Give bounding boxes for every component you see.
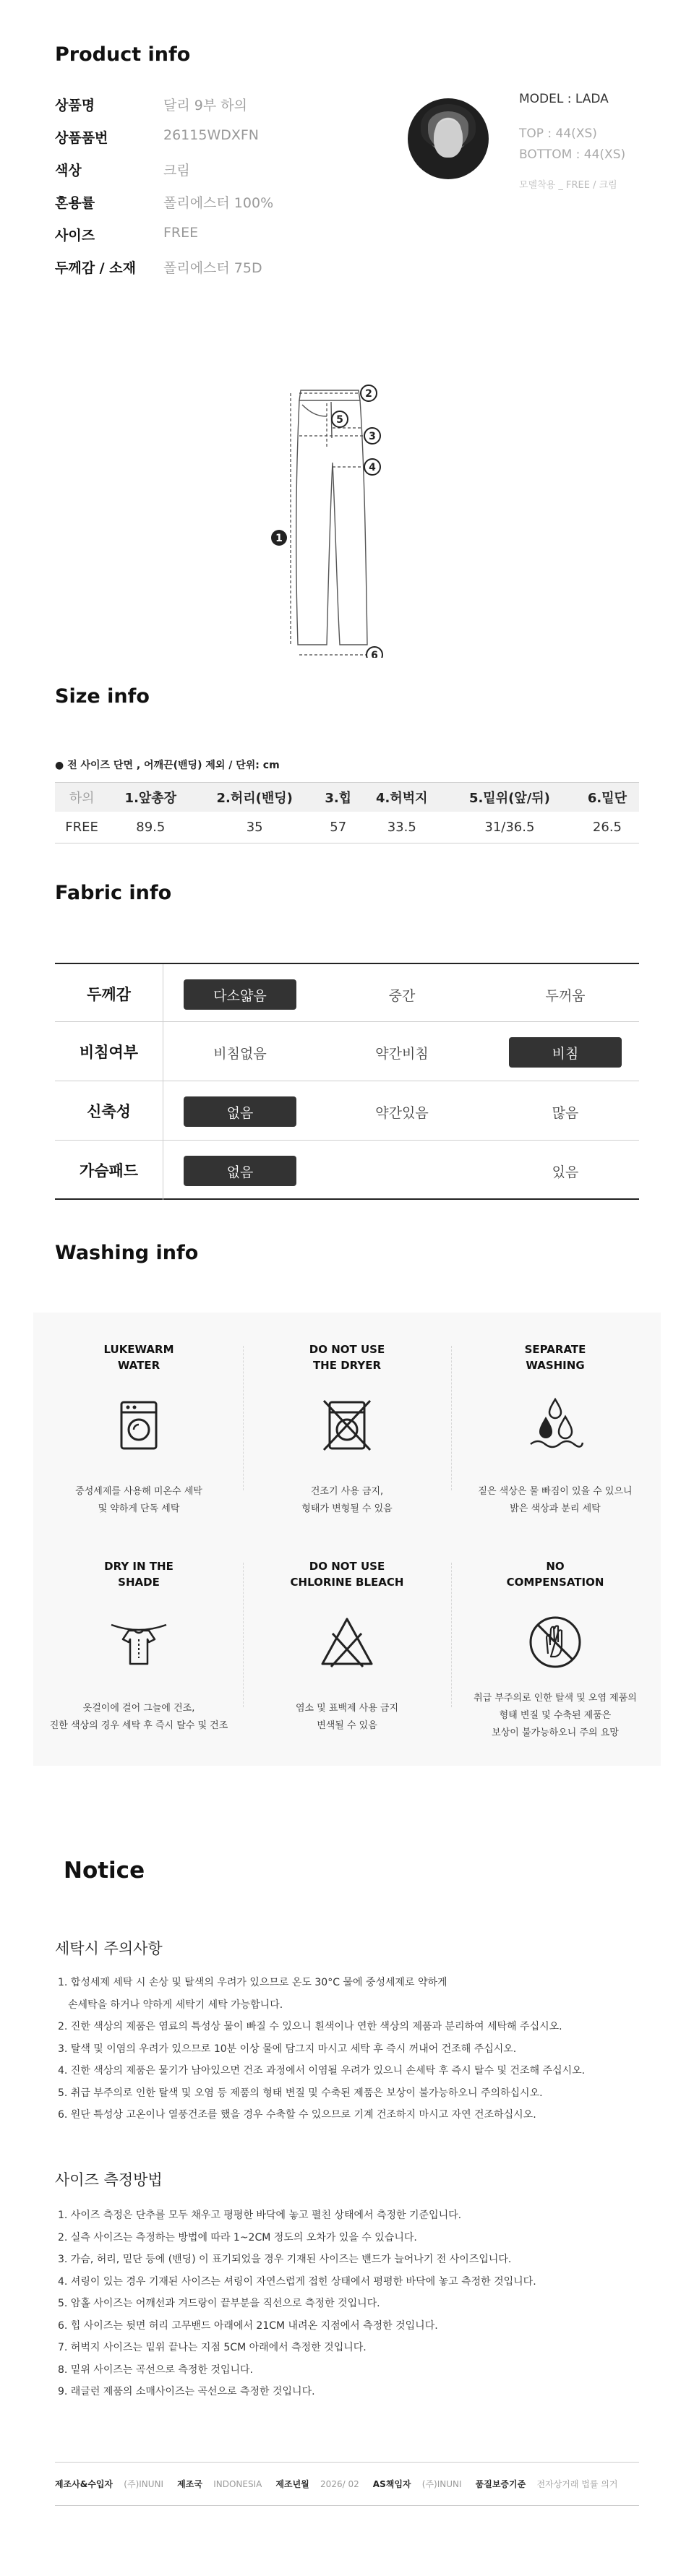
model-wearing-note: 모델착용 _ FREE / 크림 xyxy=(519,180,617,191)
model-top-size: TOP : 44(XS) xyxy=(519,126,597,141)
footer-key: 품질보증기준 xyxy=(475,2479,526,2489)
size-col-header: 하의 xyxy=(55,783,108,812)
fabric-option-selected: 없음 xyxy=(184,1096,296,1127)
wash-desc-line: 형태가 변형될 수 있음 xyxy=(301,1503,393,1514)
list-item: 2. 실측 사이즈는 측정하는 방법에 따라 1~2CM 정도의 오차가 있을 수 있습니다. xyxy=(58,2231,417,2244)
list-item: 5. 취급 부주의로 인한 탈색 및 오염 등 제품의 형태 변질 및 수축된 제품은 보상이 불가능하오니 주의하십시오. xyxy=(58,2087,543,2099)
product-info-value: FREE xyxy=(163,225,199,241)
product-info-value: 폴리에스터 100% xyxy=(163,195,274,211)
footer-value: (주)INUNI xyxy=(421,2479,462,2489)
list-item: 3. 탈색 및 이염의 우려가 있으므로 10분 이상 물에 담그지 마시고 세탁 후 즉시 꺼내어 건조해 주십시오. xyxy=(58,2043,517,2055)
fabric-table xyxy=(55,963,639,1200)
footer-value: 2026/ 02 xyxy=(320,2479,359,2489)
model-avatar xyxy=(408,98,489,179)
fabric-info-title: Fabric info xyxy=(55,882,172,904)
wash-title-line: COMPENSATION xyxy=(506,1576,604,1589)
wash-item-lukewarm xyxy=(45,1341,233,1518)
list-item: 4. 셔링이 있는 경우 기재된 사이즈는 셔링이 자연스럽게 접힌 상태에서 평평한 바닥에 놓고 측정한 것입니다. xyxy=(58,2275,536,2288)
wash-desc-line: 취급 부주의로 인한 탈색 및 오염 제품의 xyxy=(474,1693,637,1704)
footer-value: 전자상거래 법률 의거 xyxy=(536,2479,618,2489)
list-item: 2. 진한 색상의 제품은 염료의 특성상 물이 빠질 수 있으니 흰색이나 연한 색상의 제품과 분리하여 세탁해 주십시오. xyxy=(58,2021,562,2032)
list-item: 8. 밑위 사이즈는 곡선으로 측정한 것입니다. xyxy=(58,2364,253,2376)
wash-desc-line: 중성세제를 사용해 미온수 세탁 xyxy=(75,1486,202,1497)
footer-info xyxy=(55,2478,648,2490)
size-table-header xyxy=(55,783,639,812)
wash-title-line: SEPARATE xyxy=(524,1343,586,1356)
size-col-header: 2.허리(밴딩) xyxy=(192,783,316,812)
wash-desc-line: 및 약하게 단독 세탁 xyxy=(98,1503,180,1514)
fabric-option-selected: 다소얇음 xyxy=(184,979,296,1010)
fabric-option: 있음 xyxy=(552,1164,579,1180)
wash-item-no-compensation xyxy=(461,1558,649,1742)
model-name: MODEL : LADA xyxy=(519,92,609,106)
marker-5 xyxy=(332,411,348,427)
washing-caution-title: 세탁시 주의사항 xyxy=(55,1940,163,1957)
marker-1 xyxy=(271,530,287,546)
size-cell: FREE xyxy=(55,812,108,843)
list-item: 3. 가슴, 허리, 밑단 등에 (밴딩) 이 표기되었을 경우 기재된 사이즈는 밴드가 늘어나기 전 사이즈입니다. xyxy=(58,2254,512,2265)
marker-6 xyxy=(367,647,382,658)
list-item: 7. 허벅지 사이즈는 밑위 끝나는 지점 5CM 아래에서 측정한 것입니다. xyxy=(58,2342,367,2353)
size-method-title: 사이즈 측정방법 xyxy=(55,2171,163,2189)
no-dryer-icon xyxy=(318,1396,376,1454)
size-method-list xyxy=(58,2204,536,2403)
wash-item-no-dryer xyxy=(253,1341,441,1518)
svg-text:1: 1 xyxy=(275,533,283,544)
wash-title-line: WASHING xyxy=(526,1359,585,1372)
svg-text:2: 2 xyxy=(365,388,372,400)
svg-text:6: 6 xyxy=(371,650,378,658)
fabric-option: 비침없음 xyxy=(213,1045,267,1062)
svg-text:4: 4 xyxy=(369,462,376,473)
wash-item-separate xyxy=(461,1341,649,1518)
table-row xyxy=(55,812,639,843)
size-col-header: 3.힙 xyxy=(317,783,360,812)
footer-value: INDONESIA xyxy=(213,2479,262,2489)
wash-desc-line: 보상이 불가능하오니 주의 요망 xyxy=(492,1727,619,1738)
wash-desc-line: 염소 및 표백제 사용 금지 xyxy=(295,1703,399,1714)
size-col-header: 6.밑단 xyxy=(575,783,639,812)
product-info-value: 달리 9부 하의 xyxy=(163,98,247,113)
list-item: 5. 암홀 사이즈는 어깨선과 겨드랑이 끝부분을 직선으로 측정한 것입니다. xyxy=(58,2298,380,2309)
list-item: 9. 래글런 제품의 소매사이즈는 곡선으로 측정한 것입니다. xyxy=(58,2386,315,2397)
marker-4 xyxy=(364,459,380,475)
product-info-label: 색상 xyxy=(55,163,82,179)
fabric-label: 신축성 xyxy=(55,1081,163,1141)
size-cell: 35 xyxy=(192,812,316,843)
size-table xyxy=(55,782,639,843)
list-item: 1. 합성세제 세탁 시 손상 및 탈색의 우려가 있으므로 온도 30°C 물에 중성세제로 약하게 xyxy=(58,1977,447,1988)
marker-3 xyxy=(364,428,380,444)
wash-title-line: DO NOT USE xyxy=(309,1343,385,1356)
footer-key: 제조사&수입자 xyxy=(55,2479,113,2489)
product-info-value: 26115WDXFN xyxy=(163,127,260,143)
wash-title-line: CHLORINE BLEACH xyxy=(290,1576,404,1589)
no-bleach-icon xyxy=(318,1613,376,1671)
fabric-label: 두께감 xyxy=(55,964,163,1023)
product-info-value: 폴리에스터 75D xyxy=(163,260,262,276)
fabric-row xyxy=(55,1141,639,1200)
fabric-option: 두꺼움 xyxy=(545,987,586,1004)
water-drops-icon xyxy=(526,1396,584,1454)
wash-desc-line: 짙은 색상은 물 빠짐이 있을 수 있으니 xyxy=(478,1486,633,1497)
fabric-row xyxy=(55,1081,639,1141)
size-cell: 31/36.5 xyxy=(444,812,575,843)
washing-info-panel xyxy=(33,1313,661,1766)
footer-key: 제조년월 xyxy=(275,2479,309,2489)
wash-desc-line: 형태 변질 및 수축된 제품은 xyxy=(499,1710,612,1721)
wash-desc-line: 진한 색상의 경우 세탁 후 즉시 탈수 및 건조 xyxy=(49,1720,228,1731)
size-info-note: ● 전 사이즈 단면 , 어깨끈(밴딩) 제외 / 단위: cm xyxy=(55,760,280,771)
washing-caution-list xyxy=(58,1972,585,2126)
washing-machine-icon xyxy=(110,1396,168,1454)
svg-text:5: 5 xyxy=(336,414,343,426)
product-info-label: 상품명 xyxy=(55,98,95,113)
wash-title-line: WATER xyxy=(117,1359,160,1372)
wash-title-line: NO xyxy=(546,1560,565,1573)
fabric-option: 약간비침 xyxy=(375,1045,429,1062)
list-item: 1. 사이즈 측정은 단추를 모두 채우고 평평한 바닥에 놓고 펼친 상태에서 측정한 기준입니다. xyxy=(58,2210,462,2221)
wash-item-shade xyxy=(45,1558,233,1735)
size-cell: 26.5 xyxy=(575,812,639,843)
size-col-header: 1.앞총장 xyxy=(108,783,192,812)
hanger-shirt-icon xyxy=(110,1613,168,1671)
pants-outline xyxy=(296,390,367,645)
size-cell: 57 xyxy=(317,812,360,843)
size-col-header: 4.허벅지 xyxy=(360,783,444,812)
product-info-value: 크림 xyxy=(163,163,190,179)
product-info-title: Product info xyxy=(55,43,191,66)
wash-title-line: DRY IN THE xyxy=(104,1560,174,1573)
fabric-label: 가슴패드 xyxy=(55,1141,163,1200)
list-item: 4. 진한 색상의 제품은 물기가 남아있으면 건조 과정에서 이염될 우려가 있으니 손세탁 후 즉시 탈수 및 건조해 주십시오. xyxy=(58,2065,586,2077)
wash-item-no-bleach xyxy=(253,1558,441,1735)
wash-desc-line: 변색될 수 있음 xyxy=(317,1720,377,1731)
fabric-row xyxy=(55,963,639,1022)
fabric-option-selected: 없음 xyxy=(184,1156,296,1186)
product-info-label: 상품품번 xyxy=(55,130,108,146)
wash-desc-line: 옷걸이에 걸어 그늘에 건조, xyxy=(82,1703,195,1714)
no-hand-icon xyxy=(526,1613,584,1671)
wash-title-line: SHADE xyxy=(118,1576,160,1589)
size-col-header: 5.밑위(앞/뒤) xyxy=(444,783,575,812)
model-bottom-size: BOTTOM : 44(XS) xyxy=(519,147,626,162)
footer-value: (주)INUNI xyxy=(124,2479,164,2489)
footer-divider xyxy=(55,2505,639,2506)
pants-measurement-diagram xyxy=(260,376,434,658)
product-info-label: 두께감 / 소재 xyxy=(55,260,136,276)
size-cell: 89.5 xyxy=(108,812,192,843)
marker-2 xyxy=(361,385,377,401)
wash-title-line: LUKEWARM xyxy=(103,1343,174,1356)
wash-desc-line: 건조기 사용 금지, xyxy=(310,1486,384,1497)
fabric-option: 중간 xyxy=(388,987,416,1004)
product-info-label: 혼용률 xyxy=(55,195,95,211)
notice-title: Notice xyxy=(64,1858,145,1884)
fabric-option: 많음 xyxy=(552,1104,579,1121)
fabric-option-selected: 비침 xyxy=(509,1037,622,1068)
list-item: 6. 원단 특성상 고온이나 열풍건조를 했을 경우 수축할 수 있으므로 기계 건조하지 마시고 자연 건조하십시오. xyxy=(58,2109,536,2121)
size-info-title: Size info xyxy=(55,685,150,708)
wash-desc-line: 밝은 색상과 분리 세탁 xyxy=(510,1503,601,1514)
fabric-option: 약간있음 xyxy=(375,1104,429,1121)
fabric-label: 비침여부 xyxy=(55,1022,163,1081)
footer-key: 제조국 xyxy=(177,2479,202,2489)
wash-title-line: THE DRYER xyxy=(312,1359,382,1372)
product-info-label: 사이즈 xyxy=(55,228,95,244)
size-cell: 33.5 xyxy=(360,812,444,843)
fabric-row xyxy=(55,1022,639,1081)
svg-text:3: 3 xyxy=(369,431,376,442)
footer-divider xyxy=(55,2462,639,2463)
washing-info-title: Washing info xyxy=(55,1242,199,1264)
footer-key: AS책임자 xyxy=(372,2479,411,2489)
list-item: 6. 힙 사이즈는 뒷면 허리 고무밴드 아래에서 21CM 내려온 지점에서 측정한 것입니다. xyxy=(58,2319,438,2332)
list-item: 손세탁을 하거나 약하게 세탁기 세탁 가능합니다. xyxy=(68,1998,283,2011)
wash-title-line: DO NOT USE xyxy=(309,1560,385,1573)
